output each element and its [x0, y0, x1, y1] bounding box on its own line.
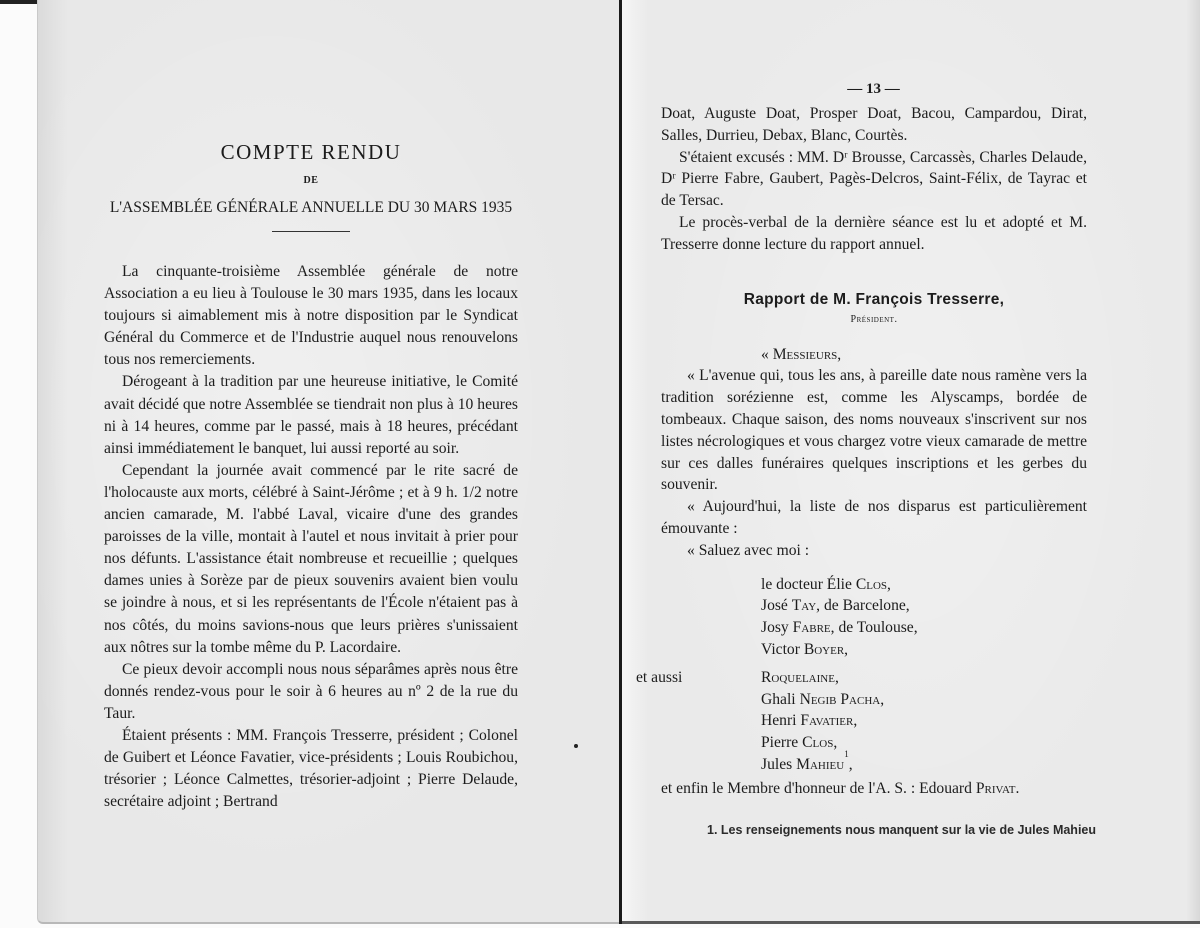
name-lead [661, 617, 761, 639]
surname: Boyer [803, 640, 845, 658]
paragraph: « L'avenue qui, tous les ans, à pareille date nous ramène vers la tradition sorézienne est, comme les Alyscamps, bordée de tombeaux. Chaque saison, des noms nouveaux s'inscrivent sur nos listes nécrologiques et vous chargez votre vieux camarade de mettre sur ces dalles funéraires quelques inscriptions et les gerbes du souvenir. [661, 367, 1087, 494]
list-item [636, 667, 1087, 689]
name-suffix: , [834, 668, 839, 686]
surname: Favatier [800, 712, 854, 730]
surname: Mahieu [796, 755, 845, 773]
title-divider [272, 231, 350, 232]
name-suffix: , [848, 755, 853, 773]
report-heading: Rapport de M. François Tresserre, [743, 290, 1005, 308]
deceased-list [636, 574, 1087, 776]
name-suffix: . [1015, 779, 1020, 797]
list-item [661, 595, 1087, 617]
paragraph: « Saluez avec moi : [687, 541, 810, 559]
left-page-content [104, 139, 518, 813]
name-suffix: , de Barcelone, [816, 597, 910, 615]
surname: Negib Pacha [799, 690, 881, 708]
salutation: « Messieurs, [761, 345, 842, 363]
surname: Clos [802, 734, 834, 752]
surname: Fabre [792, 619, 831, 637]
name-suffix: , [853, 712, 858, 730]
paragraph: « Aujourd'hui, la liste de nos disparus est particulièrement émouvante : [661, 498, 1087, 537]
surname: Privat [975, 779, 1016, 797]
name-lead [661, 639, 761, 661]
first-name: Victor [761, 640, 800, 658]
footnote: 1. Les renseignements nous manquent sur la vie de Jules Mahieu [707, 822, 1097, 837]
name-lead [661, 689, 761, 711]
left-page-body [104, 261, 518, 813]
scan-edge [0, 0, 37, 4]
name-suffix: , [880, 690, 885, 708]
footnote-marker: 1 [844, 748, 849, 759]
title-connector: DE [303, 175, 319, 186]
page-number: — 13 — [847, 81, 900, 97]
first-name: Pierre [761, 734, 799, 752]
paragraph: Le procès-verbal de la dernière séance est lu et adopté et M. Tresserre donne lecture du rapport annuel. [661, 213, 1087, 253]
name-lead [661, 595, 761, 617]
list-item [661, 748, 1087, 776]
first-name: Ghali [761, 690, 796, 708]
list-item [661, 617, 1087, 639]
list-item [661, 639, 1087, 661]
list-item [661, 574, 1087, 596]
name-lead [661, 754, 761, 776]
list-item [661, 732, 1087, 754]
closing-line [661, 778, 1087, 800]
surname: Roquelaine [761, 668, 835, 686]
paragraph: S'étaient excusés : MM. Dʳ Brousse, Carcassès, Charles Delaude, Dʳ Pierre Fabre, Gaubert, Pagès-Delcros, Saint-Félix, de Tayrac et de Tersac. [661, 148, 1087, 210]
name-lead: et aussi [636, 668, 683, 686]
first-name: Henri [761, 712, 797, 730]
paragraph: La cinquante-troisième Assemblée générale de notre Association a eu lieu à Toulouse le 30 mars 1935, dans les locaux toujours si aimablement mis à notre disposition par le Syndicat Général du Commerce et de l'Industrie auquel nous renouvelons tous nos remerciements. [104, 263, 518, 369]
list-item [661, 689, 1087, 711]
name-lead [661, 732, 761, 754]
name-suffix: , de Toulouse, [830, 619, 918, 637]
surname: Tay [791, 597, 817, 615]
paragraph: Ce pieux devoir accompli nous nous séparâmes après nous être donnés rendez-vous pour le soir à 6 heures au nº 2 de la rue du Taur. [104, 660, 518, 722]
paragraph: Dérogeant à la tradition par une heureuse initiative, le Comité avait décidé que notre Assemblée se tiendrait non plus à 10 heures ni à 14 heures, comme par le passé, mais à 18 heures, précédant ainsi immédiatement le banquet, lui aussi reporté au soir. [104, 373, 518, 457]
paragraph: Cependant la journée avait commencé par le rite sacré de l'holocauste aux morts, célébré à Saint-Jérôme ; et à 9 h. 1/2 notre ancien camarade, M. l'abbé Laval, vicaire d'une des grandes paroisses de la ville, montait à l'autel et nous invitait à prier pour nos défunts. L'assistance était nombreuse et recueillie ; quelques dames unies à Sorèze par de pieux souvenirs avaient bien voulu se joindre à nous, et si les représentants de l'École n'étaient pas à nos côtés, du moins savions-nous que leurs prières s'unissaient aux nôtres sur la tombe même du P. Lacordaire. [104, 461, 518, 656]
book-gutter [619, 0, 622, 924]
document-subtitle: L'ASSEMBLÉE GÉNÉRALE ANNUELLE DU 30 MARS 1935 [109, 199, 513, 216]
name-suffix: , [887, 575, 891, 593]
closing-text: et enfin le Membre d'honneur de l'A. S. : Edouard [661, 779, 972, 797]
first-name: José [761, 597, 788, 615]
surname: Clos [855, 575, 888, 593]
first-name: Jules [761, 755, 793, 773]
name-suffix: , [844, 640, 849, 658]
document-title: COMPTE RENDU [220, 140, 402, 164]
right-page-content [636, 103, 1097, 838]
name-lead [661, 574, 761, 596]
ink-speck [574, 744, 578, 748]
list-item [661, 710, 1087, 732]
report-role: Président. [850, 313, 898, 325]
paragraph: Étaient présents : MM. François Tresserre, président ; Colonel de Guibert et Léonce Favatier, vice-présidents ; Louis Roubichou, trésorier ; Léonce Calmettes, trésorier-adjoint ; Pierre Delaude, secrétaire adjoint ; Bertrand [104, 726, 518, 811]
first-name: le docteur Élie [761, 575, 852, 593]
paragraph: Doat, Auguste Doat, Prosper Doat, Bacou, Campardou, Dirat, Salles, Durrieu, Debax, Blanc, Courtès. [661, 105, 1087, 144]
name-suffix: , [833, 734, 838, 752]
name-lead [661, 710, 761, 732]
first-name: Josy [761, 619, 789, 637]
